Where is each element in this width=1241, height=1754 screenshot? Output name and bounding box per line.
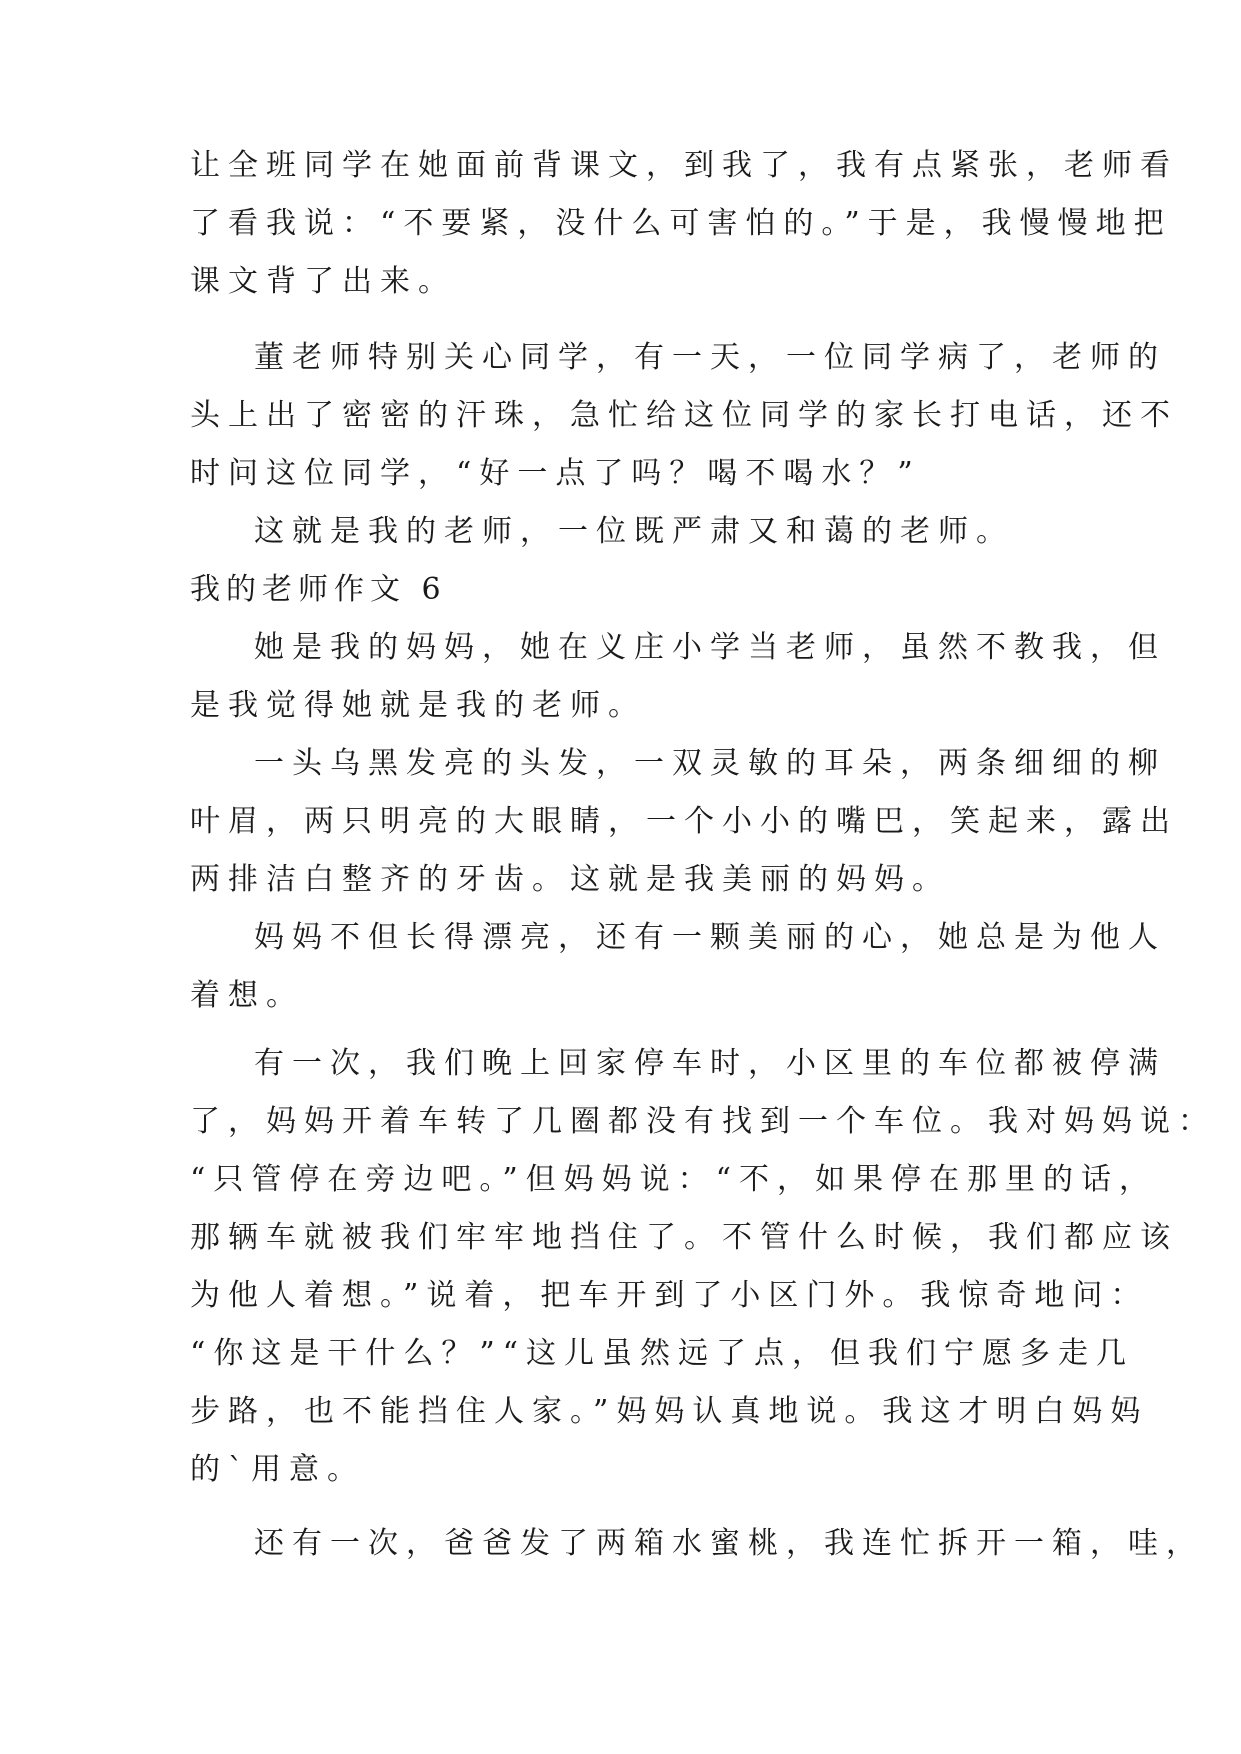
paragraph-line: 了，妈妈开着车转了几圈都没有找到一个车位。我对妈妈说： xyxy=(190,1104,1216,1139)
paragraph-line: 这就是我的老师，一位既严肃又和蔼的老师。 xyxy=(254,514,1014,549)
paragraph-line: “你这是干什么？”“这儿虽然远了点，但我们宁愿多走几 xyxy=(190,1336,1135,1371)
paragraph-line: 一头乌黑发亮的头发，一双灵敏的耳朵，两条细细的柳 xyxy=(254,746,1166,781)
paragraph-line: 是我觉得她就是我的老师。 xyxy=(190,688,646,723)
paragraph-line: 着想。 xyxy=(190,978,304,1013)
paragraph-line: 妈妈不但长得漂亮，还有一颗美丽的心，她总是为他人 xyxy=(254,920,1166,955)
paragraph-line: 课文背了出来。 xyxy=(190,264,456,299)
paragraph-line: 让全班同学在她面前背课文，到我了，我有点紧张，老师看 xyxy=(190,148,1178,183)
paragraph-line: 的`用意。 xyxy=(190,1452,365,1487)
paragraph-line: 董老师特别关心同学，有一天，一位同学病了，老师的 xyxy=(254,340,1166,375)
paragraph-line: 时问这位同学，“好一点了吗？喝不喝水？” xyxy=(190,456,921,491)
paragraph-line: 步路，也不能挡住人家。”妈妈认真地说。我这才明白妈妈 xyxy=(190,1394,1149,1429)
paragraph-line: 叶眉，两只明亮的大眼睛，一个小小的嘴巴，笑起来，露出 xyxy=(190,804,1178,839)
section-heading: 我的老师作文 6 xyxy=(190,572,447,607)
paragraph-line: 还有一次，爸爸发了两箱水蜜桃，我连忙拆开一箱，哇， xyxy=(254,1526,1204,1561)
paragraph-line: 为他人着想。”说着，把车开到了小区门外。我惊奇地问： xyxy=(190,1278,1149,1313)
paragraph-line: 有一次，我们晚上回家停车时，小区里的车位都被停满 xyxy=(254,1046,1166,1081)
paragraph-line: 头上出了密密的汗珠，急忙给这位同学的家长打电话，还不 xyxy=(190,398,1178,433)
paragraph-line: 了看我说：“不要紧，没什么可害怕的。”于是，我慢慢地把 xyxy=(190,206,1172,241)
paragraph-line: 两排洁白整齐的牙齿。这就是我美丽的妈妈。 xyxy=(190,862,950,897)
paragraph-line: 那辆车就被我们牢牢地挡住了。不管什么时候，我们都应该 xyxy=(190,1220,1178,1255)
paragraph-line: “只管停在旁边吧。”但妈妈说：“不，如果停在那里的话， xyxy=(190,1162,1158,1197)
paragraph-line: 她是我的妈妈，她在义庄小学当老师，虽然不教我，但 xyxy=(254,630,1166,665)
